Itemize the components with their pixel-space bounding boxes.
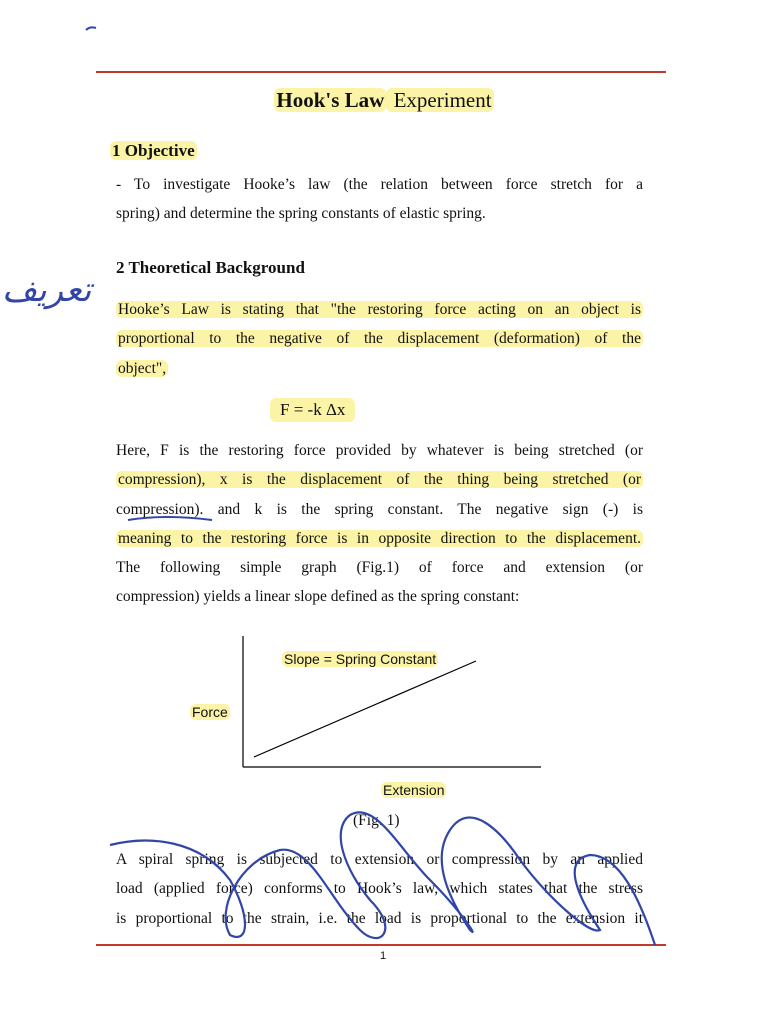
hooke-formula: F = -k Δx [270,398,355,422]
explanation-line: compression), x is the displacement of the thing being stretched (or [118,471,641,489]
graph-slope-label: Slope = Spring Constant [284,651,437,667]
hooke-line: proportional to the negative of the displacement (deformation) of the [118,330,641,348]
handwritten-arabic-note: تعريف [2,270,92,310]
spiral-line: is proportional to the strain, i.e. the load is proportional to the extension it [116,909,643,927]
title-main: Hook's Law [276,88,385,112]
explanation-line: compression). and k is the spring constant. The negative sign (-) is [116,500,643,518]
hooke-line: object", [118,359,167,377]
explanation-line: The following simple graph (Fig.1) of force and extension (or [116,559,643,577]
explanation-line: compression) yields a linear slope defined as the spring constant: [116,588,520,606]
section-background-heading: 2 Theoretical Background [116,258,305,277]
explanation-line: meaning to the restoring force is in opposite direction to the displacement. [118,529,641,547]
graph-y-label: Force [192,704,228,720]
page-number: 1 [380,950,387,962]
section-objective-text: 1 Objective [112,141,195,160]
objective-line: - To investigate Hooke’s law (the relation between force stretch for a [116,176,643,193]
explanation-line: Here, F is the restoring force provided by whatever is being stretched (or [116,442,643,459]
figure-caption: (Fig. 1) [353,812,400,829]
graph-x-label: Extension [383,782,445,798]
spiral-line: A spiral spring is subjected to extension or compression by an applied [116,851,643,868]
graph-slope-line [254,661,476,757]
spiral-paragraph [116,845,643,933]
spiral-line: load (applied force) conforms to Hook’s law, which states that the stress [116,880,643,898]
footer-rule [96,944,666,946]
hooke-line: Hooke’s Law is stating that "the restoring force acting on an object is [118,301,641,318]
title-suffix: Experiment [388,88,492,112]
objective-line: spring) and determine the spring constants of elastic spring. [116,205,486,223]
